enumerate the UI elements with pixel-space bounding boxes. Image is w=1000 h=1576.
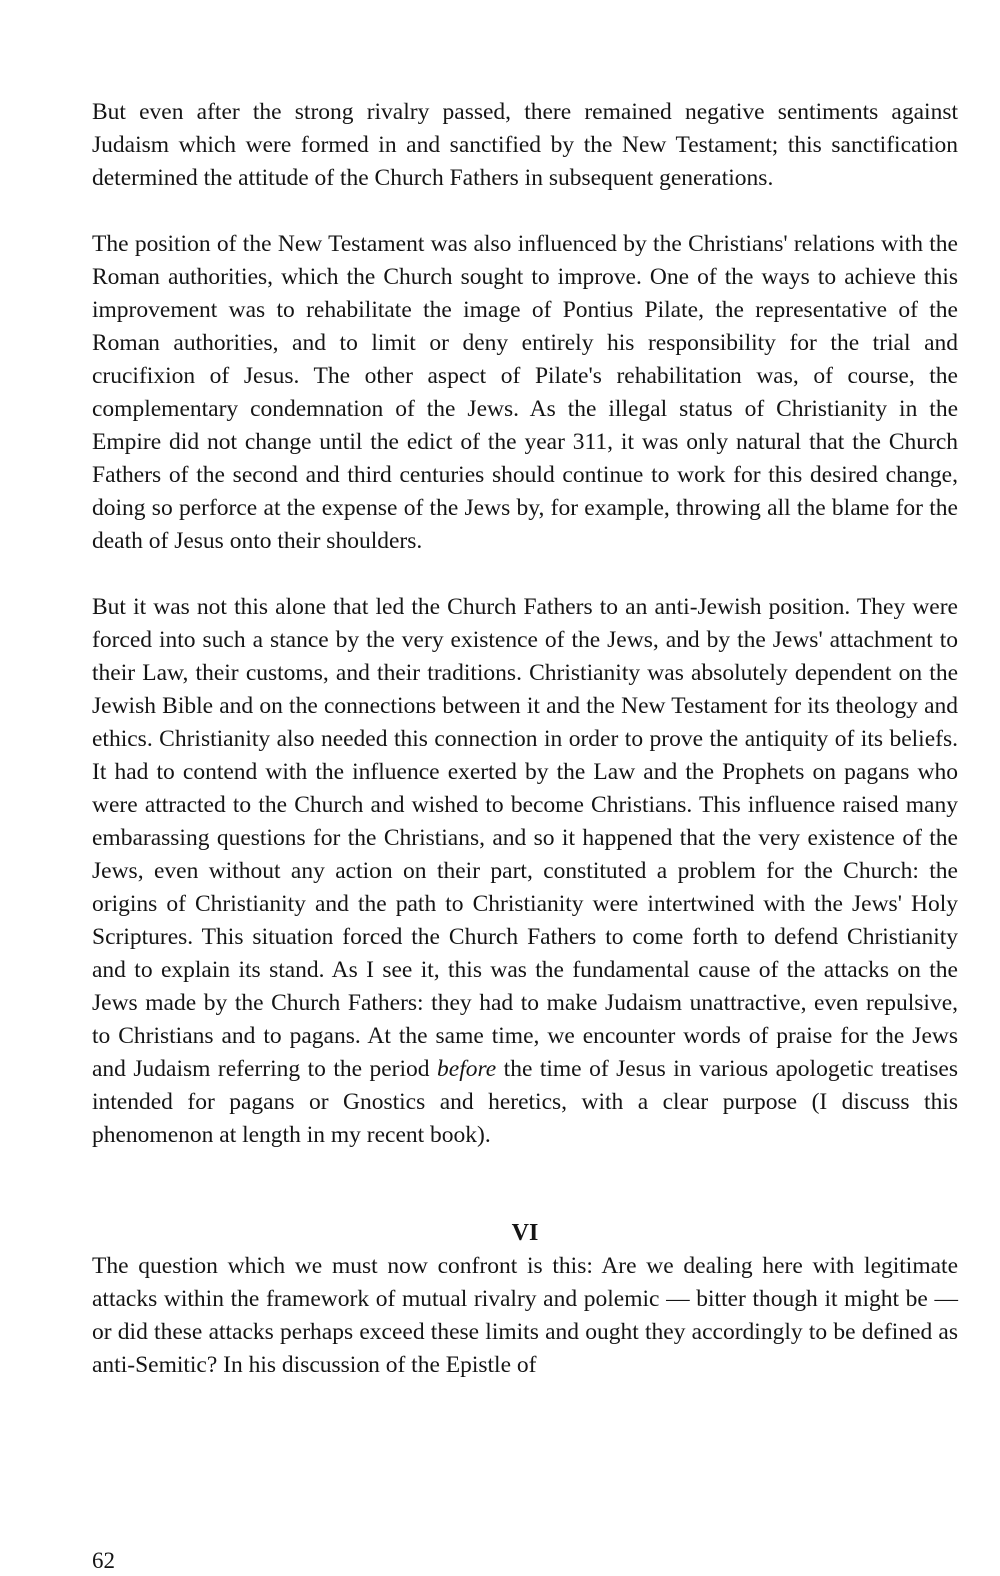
section-heading: VI xyxy=(511,1220,539,1246)
paragraph-2: The position of the New Testament was also influenced by the Christians' relations with the Roman authorities, which the Church sought to improve. One of the ways to achieve this improvement was to rehabilitate the image of Pontius Pilate, the representative of the Roman authorities, and to limit or deny entirely his responsibility for the trial and crucifixion of Jesus. The other aspect of Pilate's rehabilitation was, of course, the complementary condemnation of the Jews. As the illegal status of Christianity in the Empire did not change until the edict of the year 311, it was only natural that the Church Fathers of the second and third centuries should continue to work for this desired change, doing so perforce at the expense of the Jews by, for example, throwing all the blame for the death of Jesus onto their shoulders. xyxy=(92,231,958,554)
document-page xyxy=(92,96,958,1382)
paragraph-4: The question which we must now confront is this: Are we dealing here with legitimate attacks within the framework of mutual rivalry and polemic — bitter though it might be — or did these attacks perhaps exceed these limits and ought they accordingly to be defined as anti-Semitic? In his discussion of the Epistle of xyxy=(92,1253,958,1378)
paragraph-3-text-start: But it was not this alone that led the Church Fathers to an anti-Jewish position. They were forced into such a stance by the very existence of the Jews, and by the Jews' attachment to their Law, their customs, and their traditions. Christianity was absolutely dependent on the Jewish Bible and on the connections between it and the New Testament for its theology and ethics. Christianity also needed this connection in order to prove the antiquity of its beliefs. It had to contend with the influence exerted by the Law and the Prophets on pagans who were attracted to the Church and wished to become Christians. This influence raised many embarassing questions for the Christians, and so it happened that the very existence of the Jews, even without any action on their part, constituted a problem for the Church: the origins of Christianity and the path to Christianity were intertwined with the Jews' Holy Scriptures. This situation forced the Church Fathers to come forth to defend Christianity and to explain its stand. As I see it, this was the fundamental cause of the attacks on the Jews made by the Church Fathers: they had to make Judaism unattractive, even repulsive, to Christians and to pagans. At the same time, we encounter words of praise for the Jews and Judaism referring to the period xyxy=(92,594,958,1082)
paragraph-3-text-end: the time of Jesus in various apologetic treatises intended for pagans or Gnostics and heretics, with a clear purpose (I discuss this phenomenon at length in my recent book). xyxy=(92,1056,958,1148)
paragraph-3 xyxy=(92,591,958,1152)
emphasized-word: before xyxy=(437,1056,497,1082)
page-number: 62 xyxy=(92,1548,115,1573)
paragraph-1: But even after the strong rivalry passed, there remained negative sentiments against Judaism which were formed in and sanctified by the New Testament; this sanctification determined the attitude of the Church Fathers in subsequent generations. xyxy=(92,99,958,191)
